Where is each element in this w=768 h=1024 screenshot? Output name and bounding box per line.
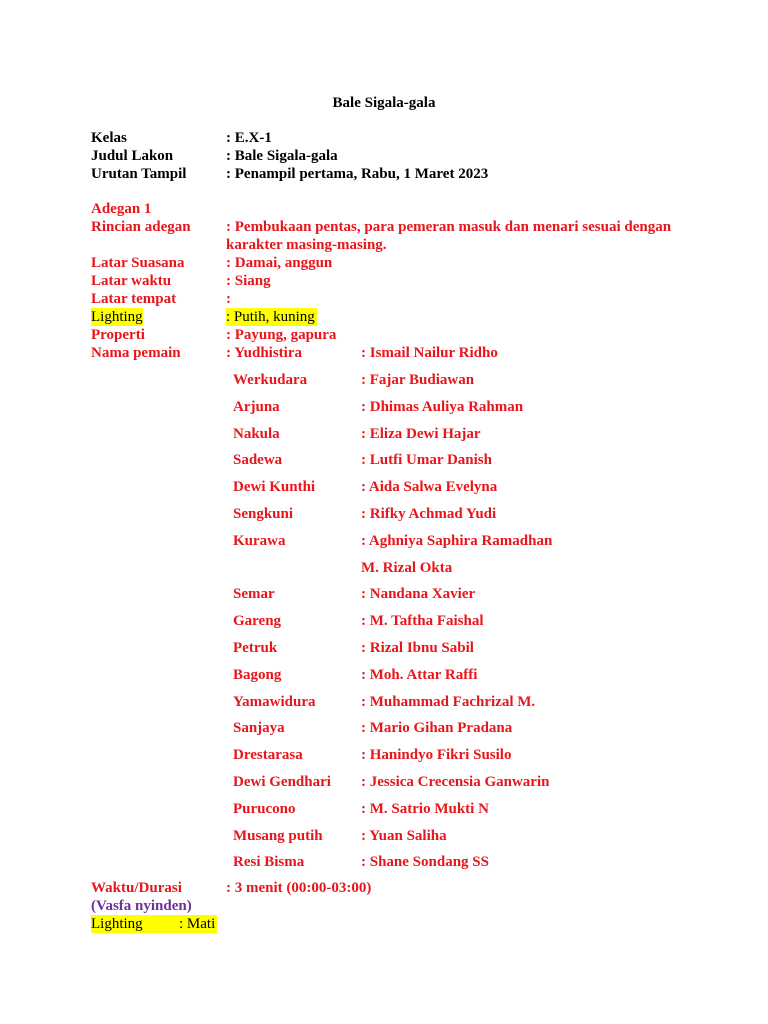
cast-role: Resi Bisma [233,854,305,870]
urutan-label: Urutan Tampil [91,166,187,182]
cast-role: Semar [233,586,275,602]
judul-value: : Bale Sigala-gala [226,148,338,164]
scene-heading-text: Adegan 1 [91,201,152,217]
cast-actor: : Jessica Crecensia Ganwarin [361,774,550,790]
first-role: : Yudhistira [226,345,302,361]
suasana-value: : Damai, anggun [226,255,333,271]
cast-actor: : Rifky Achmad Yudi [361,506,497,522]
cast-role: Musang putih [233,828,323,844]
cast-actor: : Aghniya Saphira Ramadhan [361,533,553,549]
cast-role: Sadewa [233,452,283,468]
rincian-label: Rincian adegan [91,219,191,235]
waktu-value: : Siang [226,273,271,289]
properti-value: : Payung, gapura [226,327,337,343]
cast-actor: : M. Taftha Faishal [361,613,484,629]
cast-actor: : Eliza Dewi Hajar [361,426,481,442]
cast-actor: : Moh. Attar Raffi [361,667,478,683]
suasana-label: Latar Suasana [91,255,185,271]
lighting2-label: Lighting [91,915,217,933]
cast-actor: : Hanindyo Fikri Susilo [361,747,512,763]
cast-actor: : Fajar Budiawan [361,372,475,388]
cast-actor: : Aida Salwa Evelyna [361,479,498,495]
durasi-label: Waktu/Durasi [91,880,182,896]
cast-role: Kurawa [233,533,286,549]
cast-role: Dewi Kunthi [233,479,316,495]
tempat-label: Latar tempat [91,291,177,307]
kelas-label: Kelas [91,130,127,146]
lighting2-value: : Mati [179,916,216,932]
rincian-value: : Pembukaan pentas, para pemeran masuk dan menari sesuai dengan karakter masing-masing. [226,219,672,253]
cast-role: Dewi Gendhari [233,774,331,790]
cast-role: Petruk [233,640,278,656]
note-text: (Vasfa nyinden) [91,898,192,914]
cast-actor: : Muhammad Fachrizal M. [361,694,536,710]
urutan-value: : Penampil pertama, Rabu, 1 Maret 2023 [226,166,489,182]
cast-role: Drestarasa [233,747,303,763]
cast-actor: : Rizal Ibnu Sabil [361,640,474,656]
cast-role: Yamawidura [233,694,316,710]
pemain-label: Nama pemain [91,345,181,361]
cast-actor: : Nandana Xavier [361,586,476,602]
cast-actor: : Yuan Saliha [361,828,447,844]
cast-role: Nakula [233,426,280,442]
tempat-value: : [226,291,231,307]
cast-actor: : Mario Gihan Pradana [361,720,513,736]
cast-actor: : Shane Sondang SS [361,854,489,870]
cast-role: Sanjaya [233,720,285,736]
kelas-value: : E.X-1 [226,130,272,146]
waktu-label: Latar waktu [91,273,172,289]
durasi-value: : 3 menit (00:00-03:00) [226,880,372,896]
cast-role: Gareng [233,613,282,629]
cast-role: Bagong [233,667,282,683]
cast-actor: : Dhimas Auliya Rahman [361,399,524,415]
cast-actor: : Lutfi Umar Danish [361,452,492,468]
lighting-value: : Putih, kuning [226,309,315,325]
cast-role: Werkudara [233,372,308,388]
cast-role: Purucono [233,801,296,817]
judul-label: Judul Lakon [91,148,174,164]
properti-label: Properti [91,327,145,343]
scene-row-lighting2-value [179,915,215,933]
cast-actor: M. Rizal Okta [361,560,453,576]
cast-actor: : M. Satrio Mukti N [361,801,489,817]
first-actor: : Ismail Nailur Ridho [361,345,498,361]
document-title: Bale Sigala-gala [332,95,436,111]
cast-role: Sengkuni [233,506,294,522]
lighting-label: Lighting [91,309,143,325]
cast-role: Arjuna [233,399,280,415]
